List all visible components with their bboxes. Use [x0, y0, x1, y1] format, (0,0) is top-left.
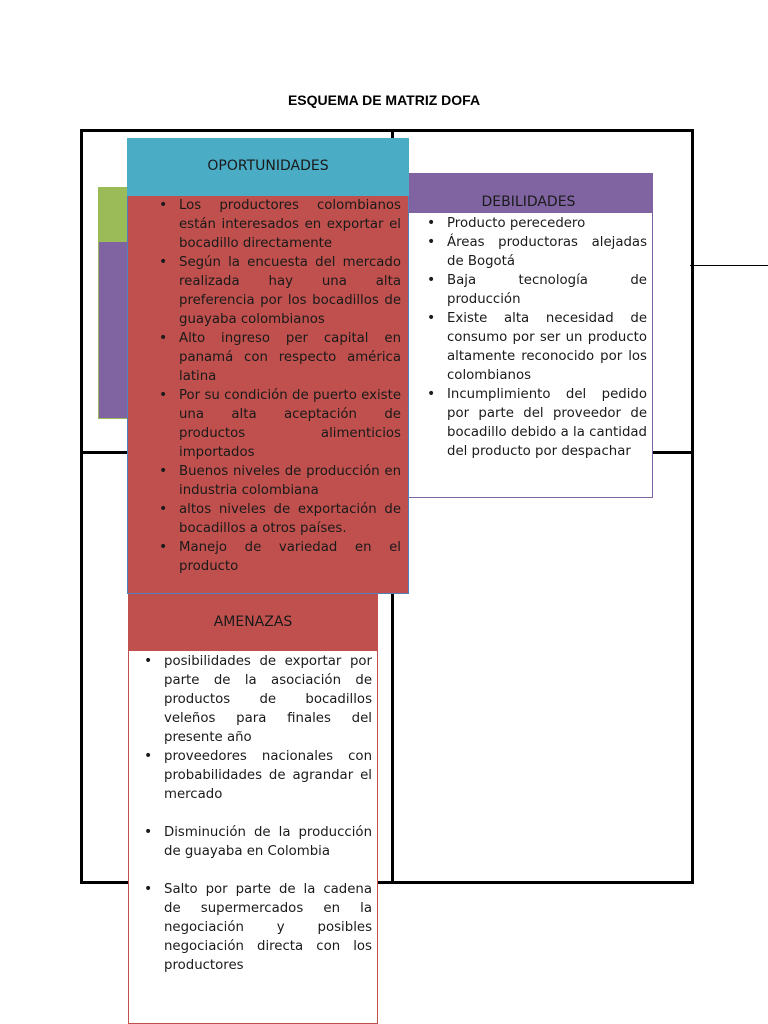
- oportunidades-list: [157, 196, 401, 576]
- debilidades-header: [404, 173, 653, 213]
- connector-line: [690, 265, 768, 266]
- list-item: • altos niveles de exportación de bocadillos a otros países.: [157, 500, 401, 538]
- list-item: • Buenos niveles de producción en industria colombiana: [157, 462, 401, 500]
- list-item: • Producto perecedero: [425, 214, 647, 233]
- oportunidades-body: [127, 196, 409, 594]
- debilidades-title: DEBILIDADES: [481, 194, 576, 210]
- list-item: • Incumplimiento del pedido por parte del proveedor de bocadillo debido a la cantidad del producto por despachar: [425, 385, 647, 461]
- amenazas-body: [128, 651, 378, 1024]
- list-item: • Según la encuesta del mercado realizada hay una alta preferencia por los bocadillos de guayaba colombianos: [157, 253, 401, 329]
- document-title: ESQUEMA DE MATRIZ DOFA: [287, 92, 481, 108]
- debilidades-body: [404, 213, 653, 498]
- list-item: • proveedores nacionales con probabilidades de agrandar el mercado: [142, 747, 372, 804]
- amenazas-title: AMENAZAS: [213, 614, 293, 630]
- list-item: • posibilidades de exportar por parte de la asociación de productos de bocadillos veleños para finales del presente año: [142, 652, 372, 747]
- debilidades-list: [425, 214, 647, 461]
- list-item: • Alto ingreso per capital en panamá con respecto américa latina: [157, 329, 401, 386]
- amenazas-header: [128, 594, 378, 651]
- list-item: • Áreas productoras alejadas de Bogotá: [425, 233, 647, 271]
- list-item: • Por su condición de puerto existe una alta aceptación de productos alimenticios importados: [157, 386, 401, 462]
- list-item: • Disminución de la producción de guayaba en Colombia: [142, 823, 372, 861]
- oportunidades-header: [127, 138, 409, 196]
- oportunidades-title: OPORTUNIDADES: [207, 158, 329, 174]
- list-item: • Existe alta necesidad de consumo por ser un producto altamente reconocido por los colombianos: [425, 309, 647, 385]
- list-item: • Salto por parte de la cadena de supermercados en la negociación y posibles negociación directa con los productores: [142, 880, 372, 975]
- list-item: • Baja tecnología de producción: [425, 271, 647, 309]
- amenazas-list: [142, 652, 372, 975]
- list-item: • Los productores colombianos están interesados en exportar el bocadillo directamente: [157, 196, 401, 253]
- list-item: • Manejo de variedad en el producto: [157, 538, 401, 576]
